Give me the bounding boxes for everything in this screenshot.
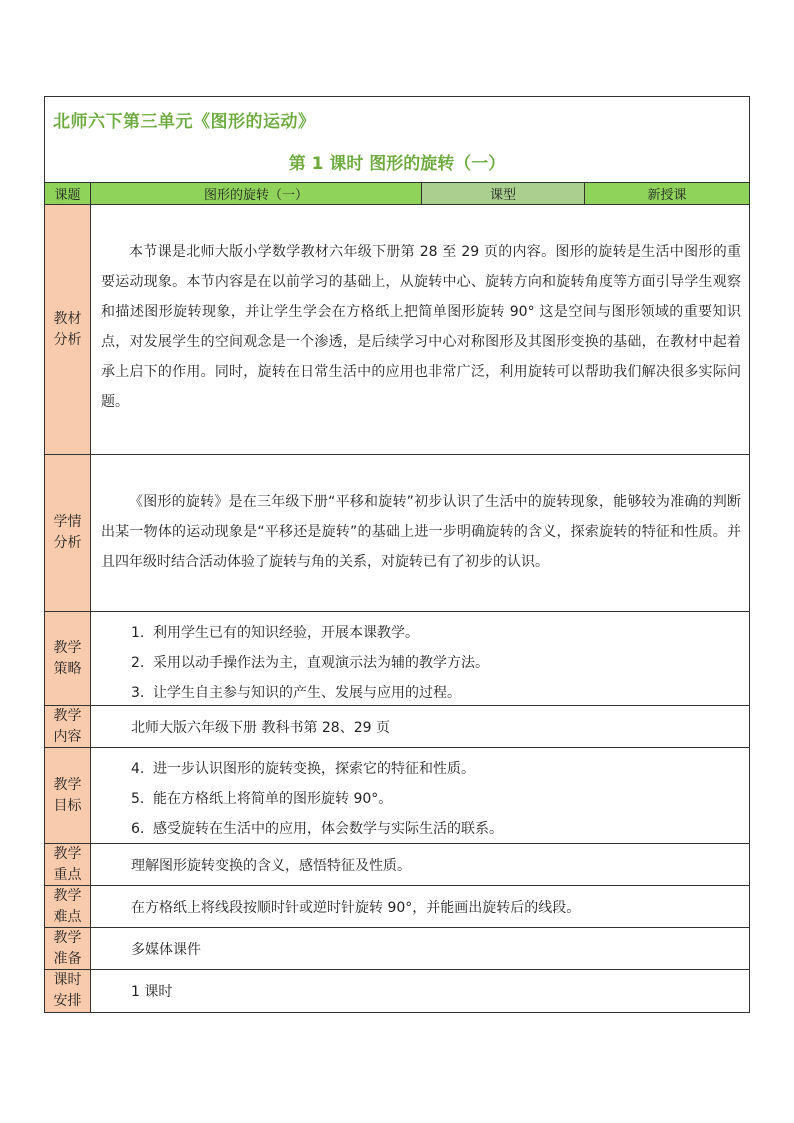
schedule-row — [45, 970, 749, 1012]
teaching-goals-body — [91, 748, 749, 843]
teaching-goals-list — [91, 748, 749, 844]
list-item: 6. 感受旋转在生活中的应用，体会数学与实际生活的联系。 — [131, 821, 503, 837]
learner-analysis-text: 《图形的旋转》是在三年级下册“平移和旋转”初步认识了生活中的旋转现象，能够较为准确的判断出某一物体的运动现象是“平移还是旋转”的基础上进一步明确旋转的含义，探索旋转的特征和性质。并且四年级时结合活动体验了旋转与角的关系，对旋转已有了初步的认识。 — [101, 494, 741, 570]
topic-value: 图形的旋转（一） — [91, 183, 422, 204]
list-item: 4. 进一步认识图形的旋转变换，探索它的特征和性质。 — [131, 761, 475, 777]
list-item: 2. 采用以动手操作法为主，直观演示法为辅的教学方法。 — [131, 655, 489, 671]
lesson-plan-table — [44, 96, 750, 1013]
material-analysis-row — [45, 205, 749, 455]
header-block — [45, 97, 749, 183]
difficulties-label: 教学难点 — [45, 886, 91, 927]
material-analysis-label: 教材分析 — [45, 205, 91, 454]
teaching-content-label: 教学内容 — [45, 706, 91, 747]
teaching-content-row — [45, 706, 749, 748]
learner-analysis-label: 学情分析 — [45, 455, 91, 611]
material-analysis-text: 本节课是北师大版小学数学教材六年级下册第 28 至 29 页的内容。图形的旋转是生活中图形的重要运动现象。本节内容是在以前学习的基础上，从旋转中心、旋转方向和旋转角度等方面引导学生观察和描述图形旋转现象，并让学生学会在方格纸上把简单图形旋转 90° 这是空间与图形领域的重要知识点，对发展学生的空间观念是一个渗透，是后续学习中心对称图形及其图形变换的基础，在教材中起着承上启下的作用。同时，旋转在日常生活中的应用也非常广泛，利用旋转可以帮助我们解决很多实际问题。 — [101, 244, 741, 410]
teaching-goals-row — [45, 748, 749, 844]
preparation-row — [45, 928, 749, 970]
list-item: 1. 利用学生已有的知识经验，开展本课教学。 — [131, 625, 419, 641]
lesson-title: 第 1 课时 图形的旋转（一） — [288, 154, 506, 174]
preparation-label: 教学准备 — [45, 928, 91, 969]
lesson-type-value: 新授课 — [585, 183, 749, 204]
preparation-text: 多媒体课件 — [131, 941, 201, 958]
key-points-label: 教学重点 — [45, 844, 91, 885]
key-points-row — [45, 844, 749, 886]
topic-label: 课题 — [45, 183, 91, 204]
list-item: 5. 能在方格纸上将简单的图形旋转 90°。 — [131, 791, 393, 807]
key-points-text: 理解图形旋转变换的含义，感悟特征及性质。 — [131, 857, 411, 874]
difficulties-row — [45, 886, 749, 928]
teaching-strategy-row — [45, 612, 749, 706]
schedule-text: 1 课时 — [131, 984, 173, 1000]
list-item: 3. 让学生自主参与知识的产生、发展与应用的过程。 — [131, 685, 461, 701]
schedule-label: 课时安排 — [45, 970, 91, 1012]
learner-analysis-body — [91, 455, 749, 611]
topic-row — [45, 183, 749, 205]
teaching-strategy-body — [91, 612, 749, 705]
learner-analysis-row — [45, 455, 749, 612]
difficulties-text: 在方格纸上将线段按顺时针或逆时针旋转 90°，并能画出旋转后的线段。 — [131, 899, 581, 916]
unit-title: 北师六下第三单元《图形的运动》 — [53, 112, 316, 132]
teaching-strategy-list — [91, 612, 749, 708]
teaching-goals-label: 教学目标 — [45, 748, 91, 843]
lesson-type-label: 课型 — [422, 183, 585, 204]
teaching-strategy-label: 教学策略 — [45, 612, 91, 705]
teaching-content-text: 北师大版六年级下册 教科书第 28、29 页 — [131, 719, 390, 736]
material-analysis-body — [91, 205, 749, 454]
